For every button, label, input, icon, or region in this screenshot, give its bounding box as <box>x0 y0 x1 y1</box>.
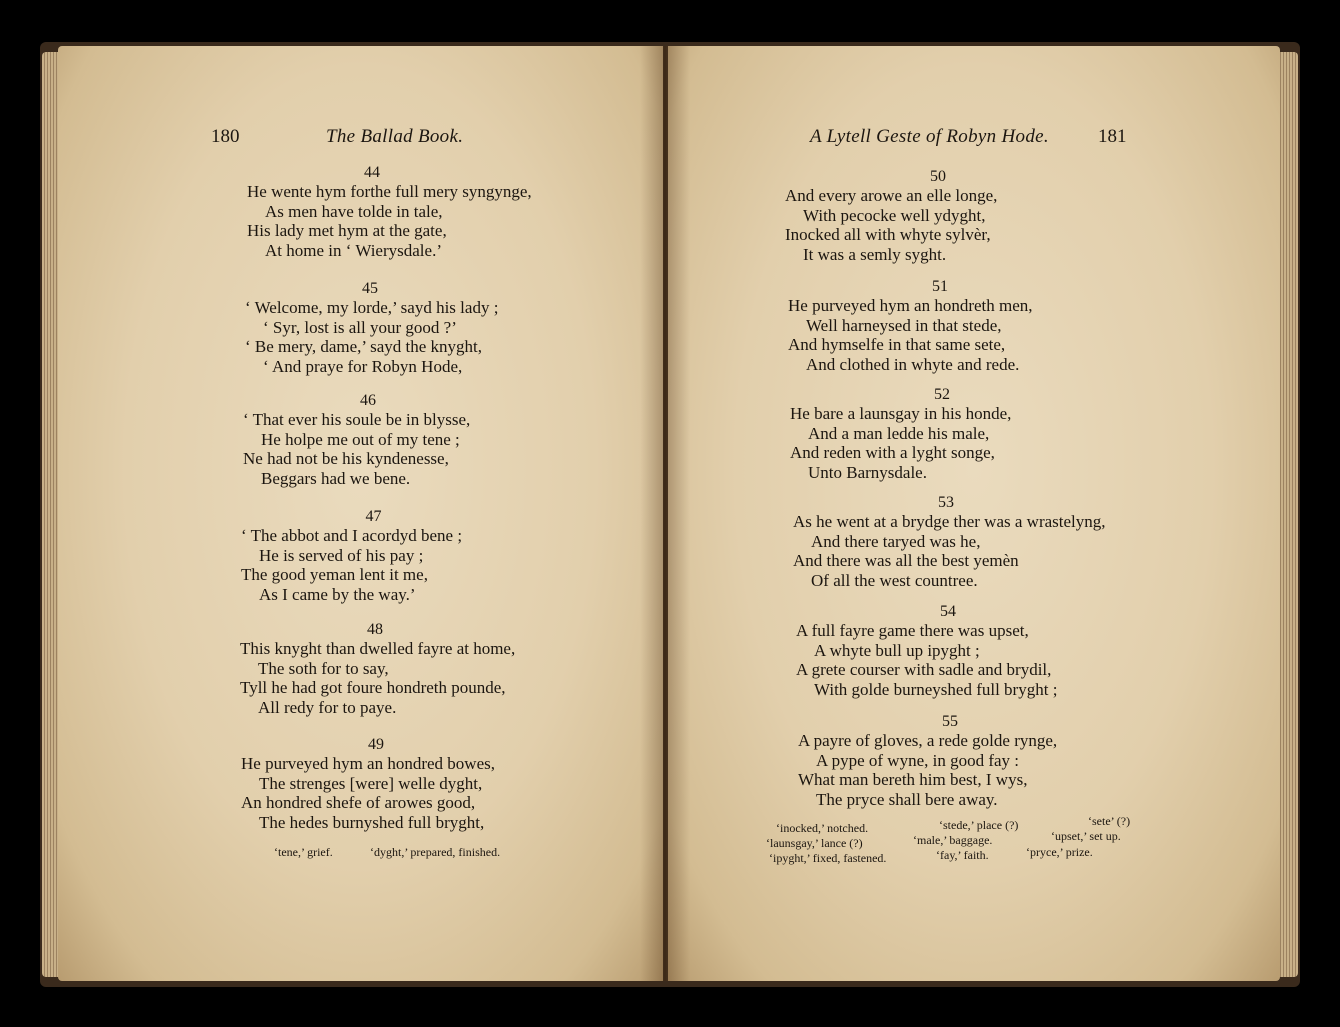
footnote: ‘dyght,’ prepared, finished. <box>370 845 501 859</box>
stanza <box>796 603 1116 699</box>
page-edges-left <box>42 52 58 977</box>
stanza <box>241 508 571 604</box>
page-number: 181 <box>1098 126 1127 147</box>
verse-line: ‘ Be mery, dame,’ sayd the knyght, <box>245 337 482 357</box>
stanza <box>243 392 573 488</box>
left-page <box>58 46 663 981</box>
stanza-number: 54 <box>940 603 956 620</box>
verse-line: Tyll he had got foure hondreth pounde, <box>240 678 506 698</box>
stanza <box>798 713 1118 809</box>
stanza-number: 50 <box>930 168 946 185</box>
stanza-number: 52 <box>934 386 950 403</box>
verse-line: He is served of his pay ; <box>259 545 424 565</box>
verse-line: An hondred shefe of arowes good, <box>241 793 476 813</box>
verse-line: The strenges [were] welle dyght, <box>259 773 483 793</box>
verse-line: With pecocke well ydyght, <box>803 205 986 225</box>
footnote: ‘fay,’ faith. <box>936 848 989 862</box>
verse-line: This knyght than dwelled fayre at home, <box>240 639 516 658</box>
verse-line: He bare a launsgay in his honde, <box>790 404 1012 423</box>
stanza <box>240 621 570 717</box>
footnote: ‘ipyght,’ fixed, fastened. <box>769 851 887 865</box>
stanza <box>241 736 571 832</box>
verse-line: And clothed in whyte and rede. <box>806 354 1020 374</box>
footnotes <box>668 814 1268 868</box>
verse-line: A grete courser with sadle and brydil, <box>796 660 1052 680</box>
footnotes <box>58 845 658 865</box>
verse-line: A pype of wyne, in good fay : <box>816 750 1020 770</box>
verse-line: ‘ Syr, lost is all your good ?’ <box>263 317 457 337</box>
verse-line: Of all the west countree. <box>811 570 978 590</box>
stanza <box>247 164 577 260</box>
verse-line: ‘ And praye for Robyn Hode, <box>263 356 463 376</box>
stanza-number: 48 <box>367 621 383 638</box>
verse-line: ‘ The abbot and I acordyd bene ; <box>241 526 463 545</box>
verse-line: With golde burneyshed full bryght ; <box>814 679 1058 699</box>
stanza <box>790 386 1090 482</box>
verse-line: He holpe me out of my tene ; <box>261 429 460 449</box>
verse-line: As I came by the way.’ <box>259 584 416 604</box>
verse-line: At home in ‘ Wierysdale.’ <box>265 240 442 260</box>
stanza-number: 53 <box>938 494 954 511</box>
stanza <box>788 278 1088 374</box>
verse-line: And hymselfe in that same sete, <box>788 335 1006 355</box>
verse-line: He purveyed hym an hondred bowes, <box>241 754 495 773</box>
stanza-number: 46 <box>360 392 376 409</box>
verse-line: What man bereth him best, I wys, <box>798 770 1028 790</box>
stanza-number: 51 <box>932 278 948 295</box>
verse-line: As he went at a brydge ther was a wrastelyng, <box>793 512 1106 531</box>
verse-line: He purveyed hym an hondreth men, <box>788 296 1033 315</box>
verse-line: As men have tolde in tale, <box>265 201 443 221</box>
stanza <box>245 280 575 376</box>
verse-line: And there was all the best yemèn <box>793 551 1019 571</box>
verse-line: All redy for to paye. <box>258 697 397 717</box>
verse-line: He wente hym forthe full mery syngynge, <box>247 182 532 201</box>
verse-line: A whyte bull up ipyght ; <box>814 640 980 660</box>
running-title: A Lytell Geste of Robyn Hode. <box>810 126 1049 147</box>
footnote: ‘pryce,’ prize. <box>1026 845 1093 859</box>
verse-line: Inocked all with whyte sylvèr, <box>785 225 991 245</box>
open-book <box>40 42 1300 987</box>
running-title: The Ballad Book. <box>326 126 464 147</box>
verse-line: ‘ Welcome, my lorde,’ sayd his lady ; <box>245 298 499 317</box>
footnote: ‘stede,’ place (?) <box>939 818 1019 832</box>
footnote: ‘male,’ baggage. <box>913 833 993 847</box>
verse-line: Unto Barnysdale. <box>808 462 927 482</box>
stanza-number: 44 <box>364 164 380 181</box>
verse-line: It was a semly syght. <box>803 244 947 264</box>
verse-line: A full fayre game there was upset, <box>796 621 1029 640</box>
footnote: ‘tene,’ grief. <box>274 845 333 859</box>
verse-line: The pryce shall bere away. <box>816 789 998 809</box>
verse-line: And there taryed was he, <box>811 531 981 551</box>
page-number: 180 <box>211 126 240 147</box>
stanza <box>785 168 1085 264</box>
verse-line: A payre of gloves, a rede golde rynge, <box>798 731 1058 750</box>
verse-line: And a man ledde his male, <box>808 423 990 443</box>
verse-line: The hedes burnyshed full bryght, <box>259 812 485 832</box>
stanza-number: 47 <box>365 508 382 525</box>
verse-line: Well harneysed in that stede, <box>806 315 1002 335</box>
stanza-number: 49 <box>368 736 384 753</box>
page-edges-right <box>1280 52 1298 977</box>
verse-line: The good yeman lent it me, <box>241 565 428 585</box>
verse-line: And reden with a lyght songe, <box>790 443 995 463</box>
book-gutter <box>640 46 690 981</box>
stanza-number: 45 <box>362 280 378 297</box>
verse-line: The soth for to say, <box>258 658 389 678</box>
stanza-number: 55 <box>942 713 958 730</box>
verse-line: His lady met hym at the gate, <box>247 221 447 241</box>
verse-line: And every arowe an elle longe, <box>785 186 998 205</box>
verse-line: ‘ That ever his soule be in blysse, <box>243 410 471 429</box>
footnote: ‘launsgay,’ lance (?) <box>766 836 863 850</box>
verse-line: Ne had not be his kyndenesse, <box>243 449 449 469</box>
right-page <box>668 46 1280 981</box>
footnote: ‘sete’ (?) <box>1088 814 1131 828</box>
verse-line: Beggars had we bene. <box>261 468 411 488</box>
stanza <box>793 494 1153 590</box>
footnote: ‘upset,’ set up. <box>1051 829 1121 843</box>
footnote: ‘inocked,’ notched. <box>776 821 869 835</box>
